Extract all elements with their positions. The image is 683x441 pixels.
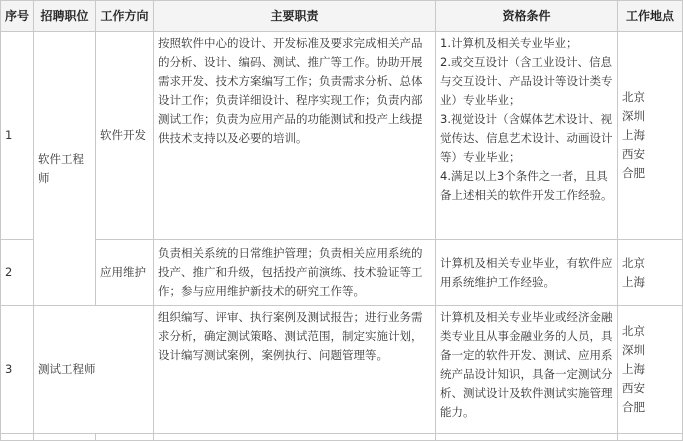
city: 合肥	[622, 400, 645, 414]
empty-cell	[436, 434, 618, 441]
table-row	[1, 306, 683, 434]
row-duties: 按照软件中心的设计、开发标准及要求完成相关产品的分析、设计、编码、测试、推广等工作。协助开展需求开发、技术方案编写工作；负责需求分析、总体设计工作；负责详细设计、程序实现工作；负责内部测试工作；负责为应用产品的功能测试和投产上线提供技术支持以及必要的培训。	[154, 32, 436, 240]
city: 北京	[622, 255, 645, 270]
empty-cell	[34, 434, 96, 441]
table-row	[1, 32, 683, 240]
city: 上海	[622, 274, 645, 289]
row-position: 软件工程师	[34, 32, 96, 306]
city: 西安	[622, 147, 645, 161]
row-seq: 3	[1, 306, 34, 434]
row-location	[618, 306, 683, 434]
row-location	[618, 240, 683, 306]
qualification-item: 1.计算机及相关专业毕业；	[440, 36, 578, 50]
row-duties: 负责相关系统的日常维护管理；负责相关应用系统的投产、推广和升级，包括投产前演练、技术验证等工作；参与应用维护新技术的研究工作等。	[154, 240, 436, 306]
header-seq: 序号	[1, 1, 34, 32]
row-position: 测试工程师	[34, 306, 154, 434]
header-duties: 主要职责	[154, 1, 436, 32]
row-duties: 组织编写、评审、执行案例及测试报告；进行业务需求分析，确定测试策略、测试范围，制定实施计划，设计编写测试案例，案例执行、问题管理等。	[154, 306, 436, 434]
table-row	[1, 434, 683, 441]
header-row	[1, 1, 683, 32]
header-direction: 工作方向	[96, 1, 154, 32]
city: 深圳	[622, 343, 645, 357]
row-qualifications: 计算机及相关专业毕业或经济金融类专业且从事金融业务的人员，具备一定的软件开发、测试、应用系统产品设计知识，具备一定测试分析、测试设计及软件测试实施管理能力。	[436, 306, 618, 434]
city: 北京	[622, 90, 645, 104]
qualification-item: 4.满足以上3个条件之一者，且具备上述相关的软件开发工作经验。	[440, 169, 613, 202]
row-seq: 1	[1, 32, 34, 240]
city: 西安	[622, 381, 645, 395]
empty-cell	[1, 434, 34, 441]
qualification-item: 2.或交互设计（含工业设计、信息与交互设计、产品设计等设计类专业）专业毕业；	[440, 55, 613, 107]
table-row	[1, 240, 683, 306]
header-location: 工作地点	[618, 1, 683, 32]
empty-cell	[96, 434, 154, 441]
row-qualifications: 计算机及相关专业毕业，有软件应用系统维护工作经验。	[436, 240, 618, 306]
city: 上海	[622, 362, 645, 376]
row-seq: 2	[1, 240, 34, 306]
row-location	[618, 32, 683, 240]
row-direction: 应用维护	[96, 240, 154, 306]
city: 合肥	[622, 166, 645, 180]
city: 上海	[622, 128, 645, 142]
empty-cell	[154, 434, 436, 441]
row-qualifications	[436, 32, 618, 240]
empty-cell	[618, 434, 683, 441]
city: 北京	[622, 324, 645, 338]
row-direction: 软件开发	[96, 32, 154, 240]
header-position: 招聘职位	[34, 1, 96, 32]
city: 深圳	[622, 109, 645, 123]
header-qualifications: 资格条件	[436, 1, 618, 32]
qualification-item: 3.视觉设计（含媒体艺术设计、视觉传达、信息艺术设计、动画设计等）专业毕业；	[440, 112, 613, 164]
